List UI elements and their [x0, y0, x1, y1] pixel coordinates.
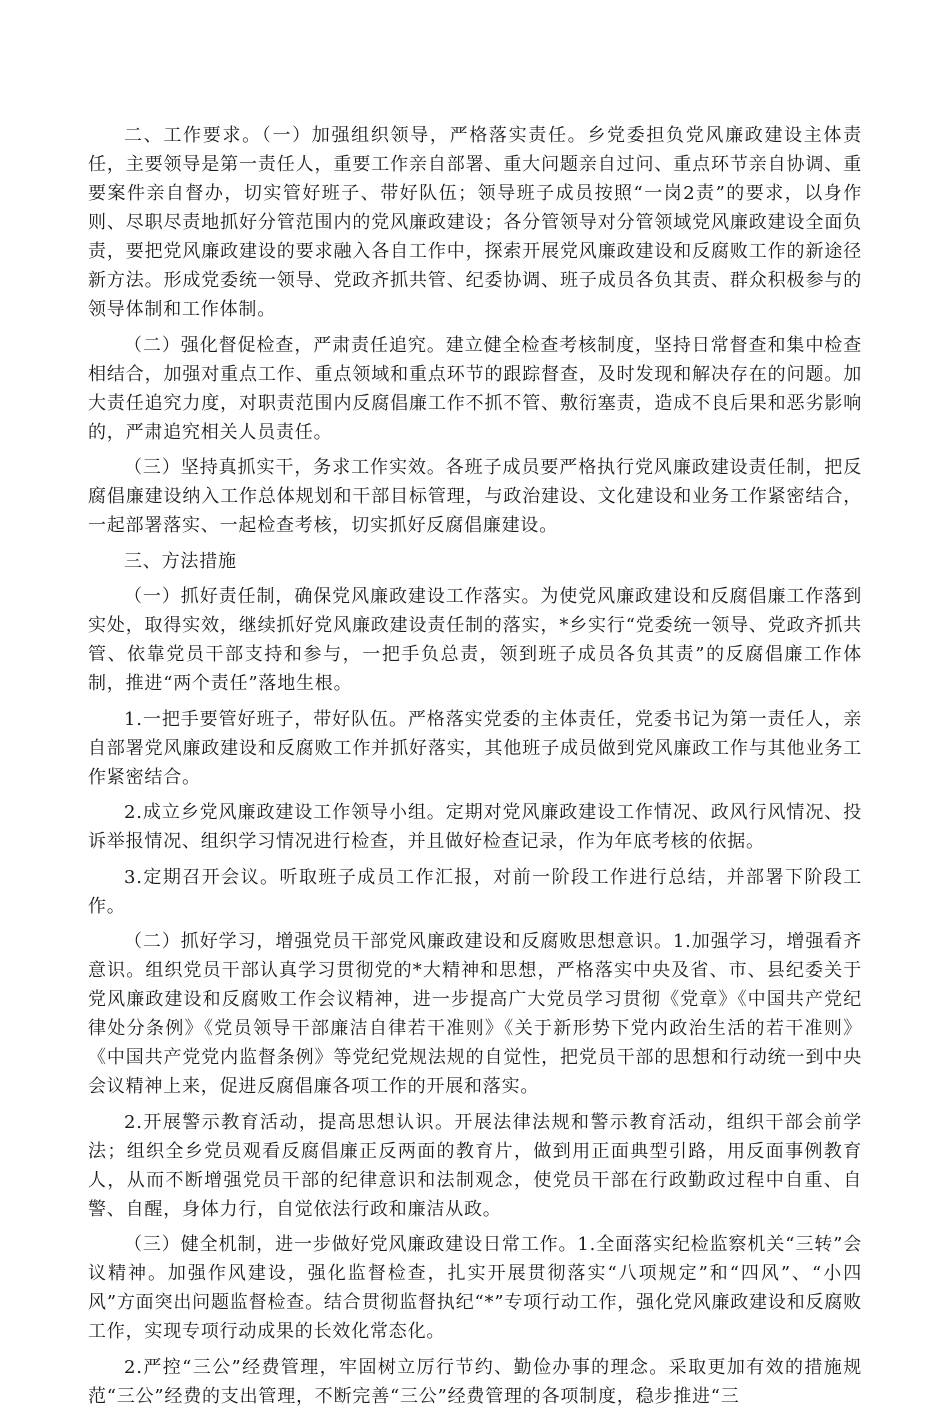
paragraph-work-requirements: 二、工作要求。（一）加强组织领导，严格落实责任。乡党委担负党风廉政建设主体责任，主要领导是第一责任人，重要工作亲自部署、重大问题亲自过问、重点环节亲自协调、重要案件亲自督办，切实管好班子、带好队伍；领导班子成员按照“一岗2责”的要求，以身作则、尽职尽责地抓好分管范围内的党风廉政建设；各分管领导对分管领域党风廉政建设全面负责，要把党风廉政建设的要求融入各自工作中，探索开展党风廉政建设和反腐败工作的新途径新方法。形成党委统一领导、党政齐抓共管、纪委协调、班子成员各负其责、群众积极参与的领导体制和工作体制。	[88, 125, 862, 320]
document-page	[88, 121, 862, 1417]
paragraph-warning-education: 2.开展警示教育活动，提高思想认识。开展法律法规和警示教育活动，组织干部会前学法；组织全乡党员观看反腐倡廉正反两面的教育片，做到用正面典型引路，用反面事例教育人，从而不断增强党员干部的纪律意识和法制观念，使党员干部在行政勤政过程中自重、自警、自醒，身体力行，自觉依法行政和廉洁从政。	[88, 1111, 862, 1220]
paragraph-item-2-leading-group: 2.成立乡党风廉政建设工作领导小组。定期对党风廉政建设工作情况、政风行风情况、投诉举报情况、组织学习情况进行检查，并且做好检查记录，作为年底考核的依据。	[88, 802, 862, 852]
paragraph-item-3-meetings: 3.定期召开会议。听取班子成员工作汇报，对前一阶段工作进行总结，并部署下阶段工作。	[88, 866, 862, 917]
paragraph-supervision: （二）强化督促检查，严肃责任追究。建立健全检查考核制度，坚持日常督查和集中检查相结合，加强对重点工作、重点领域和重点环节的跟踪督查，及时发现和解决存在的问题。加大责任追究力度，对职责范围内反腐倡廉工作不抓不管、敷衍塞责，造成不良后果和恶劣影响的，严肃追究相关人员责任。	[88, 334, 862, 443]
paragraph-three-public-expenses: 2.严控“三公”经费管理，牢固树立厉行节约、勤俭办事的理念。采取更加有效的措施规范“三公”经费的支出管理，不断完善“三公”经费管理的各项制度，稳步推进“三	[88, 1356, 862, 1407]
section-heading-methods: 三、方法措施	[124, 550, 237, 572]
paragraph-study: （二）抓好学习，增强党员干部党风廉政建设和反腐败思想意识。1.加强学习，增强看齐意识。组织党员干部认真学习贯彻党的*大精神和思想，严格落实中央及省、市、县纪委关于党风廉政建设和反腐败工作会议精神，进一步提高广大党员学习贯彻《党章》《中国共产党纪律处分条例》《党员领导干部廉洁自律若干准则》《关于新形势下党内政治生活的若干准则》《中国共产党党内监督条例》等党纪党规法规的自觉性，把党员干部的思想和行动统一到中央会议精神上来，促进反腐倡廉各项工作的开展和落实。	[88, 931, 862, 1097]
paragraph-item-1-leadership: 1.一把手要管好班子，带好队伍。严格落实党委的主体责任，党委书记为第一责任人，亲自部署党风廉政建设和反腐败工作并抓好落实，其他班子成员做到党风廉政工作与其他业务工作紧密结合。	[88, 708, 862, 788]
paragraph-mechanism: （三）健全机制，进一步做好党风廉政建设日常工作。1.全面落实纪检监察机关“三转”会议精神。加强作风建设，强化监督检查，扎实开展贯彻落实“八项规定”和“四风”、“小四风”方面突出问题监督检查。结合贯彻监督执纪“*”专项行动工作，强化党风廉政建设和反腐败工作，实现专项行动成果的长效化常态化。	[88, 1234, 862, 1342]
paragraph-practical-work: （三）坚持真抓实干，务求工作实效。各班子成员要严格执行党风廉政建设责任制，把反腐倡廉建设纳入工作总体规划和干部目标管理，与政治建设、文化建设和业务工作紧密结合，一起部署落实、一起检查考核，切实抓好反腐倡廉建设。	[88, 457, 862, 536]
paragraph-responsibility-system: （一）抓好责任制，确保党风廉政建设工作落实。为使党风廉政建设和反腐倡廉工作落到实处，取得实效，继续抓好党风廉政建设责任制的落实，*乡实行“党委统一领导、党政齐抓共管、依靠党员干部支持和参与，一把手负总责，领到班子成员各负其责”的反腐倡廉工作体制，推进“两个责任”落地生根。	[88, 586, 862, 694]
